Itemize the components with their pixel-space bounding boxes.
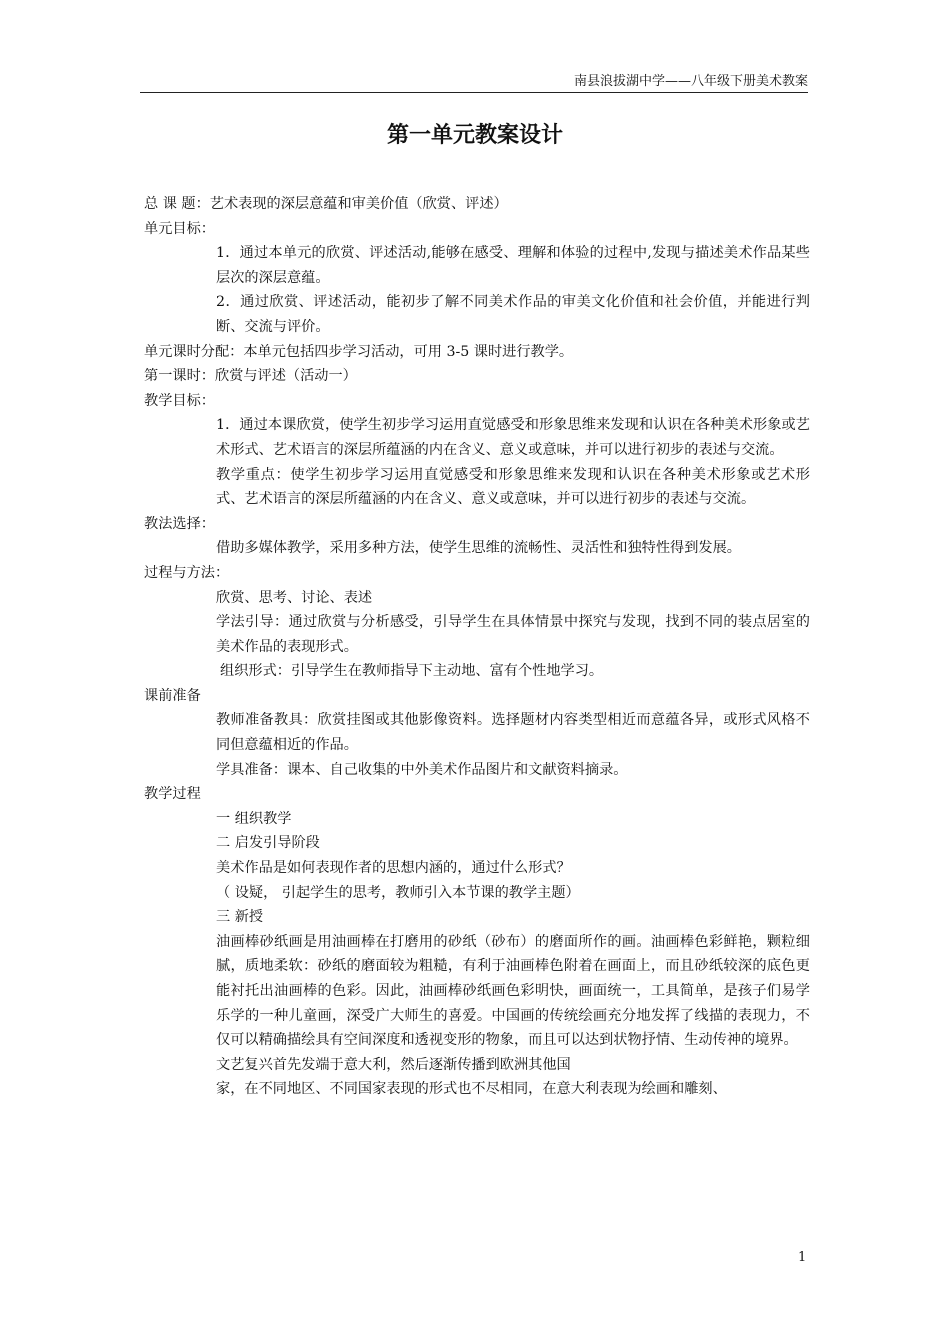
paragraph: 课前准备 bbox=[144, 687, 201, 704]
paragraph: 家，在不同地区、不同国家表现的形式也不尽相同，在意大利表现为绘画和雕刻、 bbox=[216, 1081, 727, 1098]
paragraph: 油画棒砂纸画是用油画棒在打磨用的砂纸（砂布）的磨面所作的画。油画棒色彩鲜艳，颗粒细腻，质地柔软：砂纸的磨面较为粗糙，有利于油画棒色附着在画面上，而且砂纸较深的底色更能衬托出油画棒的色彩。因此，油画棒砂纸画色彩明快，画面统一，工具简单，是孩子们易学乐学的一种儿童画，深受广大师生的喜爱。中国画的传统绘画充分地发挥了线描的表现力，不仅可以精确描绘具有空间深度和透视变形的物象，而且可以达到状物抒情、生动传神的境界。 bbox=[216, 933, 810, 1049]
paragraph: 1．通过本课欣赏，使学生初步学习运用直觉感受和形象思维来发现和认识在各种美术形象或艺术形式、艺术语言的深层所蕴涵的内在含义、意义或意味，并可以进行初步的表述与交流。 bbox=[216, 417, 810, 458]
paragraph: 单元课时分配：本单元包括四步学习活动，可用 3-5 课时进行教学。 bbox=[144, 343, 574, 360]
paragraph: 单元目标： bbox=[144, 220, 215, 237]
paragraph: 一 组织教学 bbox=[216, 810, 292, 827]
paragraph: 总 课 题：艺术表现的深层意蕴和审美价值（欣赏、评述） bbox=[144, 196, 508, 212]
paragraph: 组织形式：引导学生在教师指导下主动地、富有个性地学习。 bbox=[220, 663, 604, 680]
paragraph: 二 启发引导阶段 bbox=[216, 835, 320, 852]
paragraph: 学法引导：通过欣赏与分析感受，引导学生在具体情景中探究与发现，找到不同的装点居室的美术作品的表现形式。 bbox=[216, 614, 810, 655]
paragraph: 借助多媒体教学，采用多种方法，使学生思维的流畅性、灵活性和独特性得到发展。 bbox=[216, 540, 741, 557]
paragraph: （ 设疑， 引起学生的思考，教师引入本节课的教学主题） bbox=[216, 884, 580, 901]
paragraph: 教学重点：使学生初步学习运用直觉感受和形象思维来发现和认识在各种美术形象或艺术形式、艺术语言的深层所蕴涵的内在含义、意义或意味，并可以进行初步的表述与交流。 bbox=[216, 466, 810, 508]
paragraph: 学具准备：课本、自己收集的中外美术作品图片和文献资料摘录。 bbox=[216, 761, 628, 778]
paragraph: 教学目标： bbox=[144, 392, 215, 409]
document-body bbox=[144, 192, 810, 1102]
paragraph: 过程与方法： bbox=[144, 564, 230, 581]
paragraph: 第一课时：欣赏与评述（活动一） bbox=[144, 368, 357, 385]
paragraph: 教师准备教具：欣赏挂图或其他影像资料。选择题材内容类型相近而意蕴各异，或形式风格不同但意蕴相近的作品。 bbox=[216, 712, 810, 754]
paragraph: 欣赏、思考、讨论、表述 bbox=[216, 589, 373, 606]
paragraph: 美术作品是如何表现作者的思想内涵的，通过什么形式？ bbox=[216, 860, 571, 877]
paragraph: 三 新授 bbox=[216, 909, 264, 926]
paragraph: 1．通过本单元的欣赏、评述活动,能够在感受、理解和体验的过程中,发现与描述美术作品某些层次的深层意蕴。 bbox=[216, 245, 810, 286]
page-title: 第一单元教案设计 bbox=[386, 123, 563, 148]
paragraph: 教学过程 bbox=[144, 786, 201, 803]
paragraph: 文艺复兴首先发端于意大利，然后逐渐传播到欧洲其他国 bbox=[216, 1056, 571, 1073]
paragraph: 教法选择： bbox=[144, 515, 215, 532]
page-number: 1 bbox=[798, 1250, 807, 1265]
paragraph: 2．通过欣赏、评述活动，能初步了解不同美术作品的审美文化价值和社会价值，并能进行判断、交流与评价。 bbox=[216, 294, 810, 335]
page-header: 南县浪拔湖中学——八年级下册美术教案 bbox=[140, 70, 808, 93]
